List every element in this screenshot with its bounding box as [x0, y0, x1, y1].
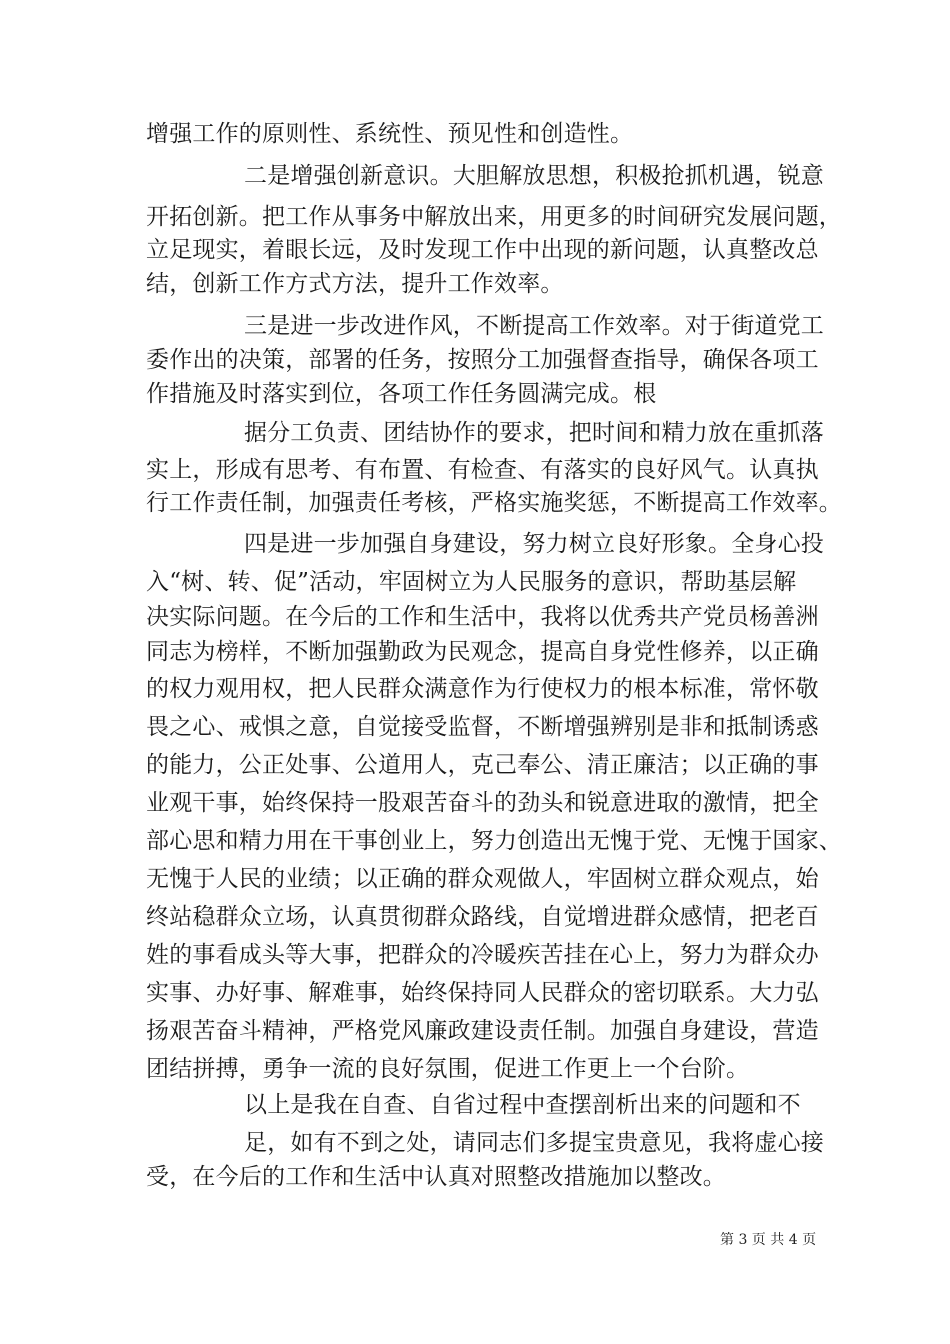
text-line: 行工作责任制，加强责任考核，严格实施奖惩，不断提高工作效率。 [146, 490, 842, 516]
text-line: 受，在今后的工作和生活中认真对照整改措施加以整改。 [146, 1164, 726, 1190]
text-line: 开拓创新。把工作从事务中解放出来，用更多的时间研究发展问题， [146, 204, 842, 230]
text-line: 决实际问题。在今后的工作和生活中，我将以优秀共产党员杨善洲 [146, 604, 819, 630]
text-line: 的能力，公正处事、公道用人，克己奉公、清正廉洁；以正确的事 [146, 752, 819, 778]
text-line: 三是进一步改进作风，不断提高工作效率。对于街道党工 [244, 313, 824, 339]
text-line: 的权力观用权，把人民群众满意作为行使权力的根本标准，常怀敬 [146, 676, 819, 702]
text-line: 二是增强创新意识。大胆解放思想，积极抢抓机遇，锐意 [244, 163, 824, 189]
text-line: 入“树、转、促”活动，牢固树立为人民服务的意识，帮助基层解 [146, 569, 797, 595]
text-line: 扬艰苦奋斗精神，严格党风廉政建设责任制。加强自身建设，营造 [146, 1018, 819, 1044]
text-line: 据分工负责、团结协作的要求，把时间和精力放在重抓落 [244, 420, 824, 446]
text-line: 姓的事看成头等大事，把群众的冷暖疾苦挂在心上，努力为群众办 [146, 942, 819, 968]
text-line: 足，如有不到之处，请同志们多提宝贵意见，我将虚心接 [244, 1130, 824, 1156]
text-line: 畏之心、戒惧之意，自觉接受监督，不断增强辨别是非和抵制诱惑 [146, 714, 819, 740]
text-line: 委作出的决策，部署的任务，按照分工加强督查指导，确保各项工 [146, 347, 819, 373]
text-line: 增强工作的原则性、系统性、预见性和创造性。 [146, 121, 634, 147]
text-line: 实上，形成有思考、有布置、有检查、有落实的良好风气。认真执 [146, 457, 819, 483]
text-line: 结，创新工作方式方法，提升工作效率。 [146, 271, 564, 297]
text-line: 业观干事，始终保持一股艰苦奋斗的劲头和锐意进取的激情，把全 [146, 790, 819, 816]
text-line: 终站稳群众立场，认真贯彻群众路线，自觉增进群众感情，把老百 [146, 904, 819, 930]
page-number-footer: 第 3 页 共 4 页 [720, 1232, 817, 1248]
text-line: 以上是我在自查、自省过程中查摆剖析出来的问题和不 [244, 1092, 801, 1118]
text-line: 团结拼搏，勇争一流的良好氛围，促进工作更上一个台阶。 [146, 1056, 750, 1082]
text-line: 实事、办好事、解难事，始终保持同人民群众的密切联系。大力弘 [146, 980, 819, 1006]
text-line: 部心思和精力用在干事创业上，努力创造出无愧于党、无愧于国家、 [146, 828, 842, 854]
text-line: 作措施及时落实到位，各项工作任务圆满完成。根 [146, 381, 657, 407]
text-line: 无愧于人民的业绩；以正确的群众观做人，牢固树立群众观点，始 [146, 866, 819, 892]
text-line: 同志为榜样，不断加强勤政为民观念，提高自身党性修养，以正确 [146, 639, 819, 665]
text-line: 立足现实，着眼长远，及时发现工作中出现的新问题，认真整改总 [146, 237, 819, 263]
text-line: 四是进一步加强自身建设，努力树立良好形象。全身心投 [244, 531, 824, 557]
